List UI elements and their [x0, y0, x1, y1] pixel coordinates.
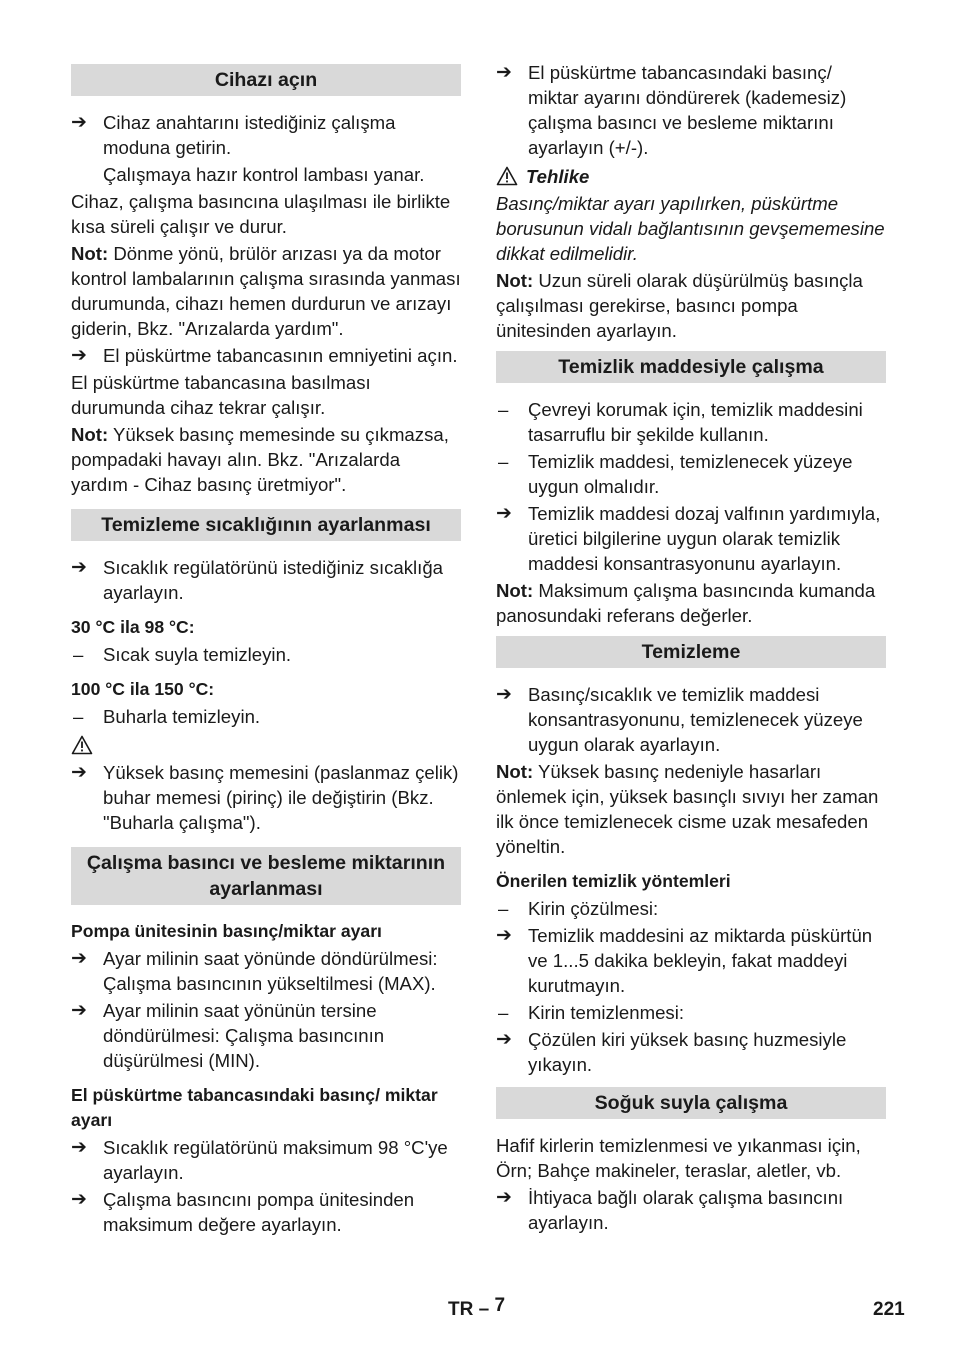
section-header-cleaning: Temizleme: [496, 636, 886, 668]
section-header-pressure: Çalışma basıncı ve besleme miktarının ayarlanması: [71, 847, 461, 905]
instruction-item: ➔ Sıcaklık regülatörünü maksimum 98 °C'ye ayarlayın.: [71, 1137, 448, 1183]
note-paragraph: Not: Yüksek basınç nedeniyle hasarları önlemek için, yüksek basınçlı sıvıyı her zaman ilk önce temizlenecek cisme uzak mesafeden yöneltin.: [496, 761, 879, 857]
dash-bullet: –: [498, 898, 509, 919]
section-header-cold-water: Soğuk suyla çalışma: [496, 1087, 886, 1119]
instruction-item: ➔ Temizlik maddesi dozaj valfının yardımıyla, üretici bilgilerine uygun olarak temizlik maddesi konsantrasyonunu ayarlayın.: [496, 503, 881, 574]
note-label: Not:: [496, 270, 534, 291]
note-paragraph: Not: Uzun süreli olarak düşürülmüş basınçla çalışılması gerekirse, basıncı pompa ünitesinden ayarlayın.: [496, 270, 863, 341]
arrow-icon: ➔: [71, 345, 87, 366]
instruction-item: ➔ Ayar milinin saat yönünde döndürülmesi: Çalışma basıncının yükseltilmesi (MAX).: [71, 948, 438, 994]
subheading: Önerilen temizlik yöntemleri: [496, 871, 731, 891]
subheading: 30 °C ila 98 °C:: [71, 617, 195, 637]
dash-bullet: –: [498, 451, 509, 472]
left-column: [71, 58, 461, 1239]
dash-bullet: –: [498, 1002, 509, 1023]
list-item: – Kirin temizlenmesi:: [498, 1002, 685, 1023]
note-label: Not:: [71, 243, 109, 264]
dash-bullet: –: [498, 399, 509, 420]
arrow-icon: ➔: [496, 62, 512, 83]
dash-bullet: –: [73, 644, 84, 665]
instruction-item: ➔ Yüksek basınç memesini (paslanmaz çelik) buhar memesi (pirinç) ile değiştirin (Bkz. "Buharla çalışma").: [71, 762, 459, 833]
instruction-item: ➔ Cihaz anahtarını istediğiniz çalışma moduna getirin.: [71, 112, 396, 158]
section-header-detergent: Temizlik maddesiyle çalışma: [496, 351, 886, 383]
dash-bullet: –: [73, 706, 84, 727]
list-item: – Buharla temizleyin.: [73, 706, 261, 727]
list-item: – Temizlik maddesi, temizlenecek yüzeye uygun olmalıdır.: [498, 451, 853, 497]
arrow-icon: ➔: [496, 503, 512, 524]
right-column: [496, 58, 886, 1237]
warning-triangle-icon: [71, 735, 93, 755]
instruction-item: ➔ El püskürtme tabancasındaki basınç/ miktar ayarını döndürerek (kademesiz) çalışma basıncı ve besleme miktarını ayarlayın (+/-).: [496, 62, 847, 158]
arrow-icon: ➔: [71, 762, 87, 783]
subheading: El püskürtme tabancasındaki basınç/ miktar ayarı: [71, 1085, 438, 1130]
arrow-icon: ➔: [71, 112, 87, 133]
section-header-temperature: Temizleme sıcaklığının ayarlanması: [71, 509, 461, 541]
subheading: Pompa ünitesinin basınç/miktar ayarı: [71, 921, 382, 941]
instruction-item: ➔ El püskürtme tabancasının emniyetini açın.: [71, 345, 458, 366]
section-header-device-on: Cihazı açın: [71, 64, 461, 96]
note-paragraph: Not: Maksimum çalışma basıncında kumanda panosundaki referans değerler.: [496, 580, 876, 626]
note-label: Not:: [496, 761, 534, 782]
arrow-icon: ➔: [71, 1000, 87, 1021]
list-item: – Kirin çözülmesi:: [498, 898, 659, 919]
arrow-icon: ➔: [71, 1137, 87, 1158]
arrow-icon: ➔: [496, 925, 512, 946]
instruction-item: ➔ Çalışma basıncını pompa ünitesinden maksimum değere ayarlayın.: [71, 1189, 415, 1235]
arrow-icon: ➔: [71, 1189, 87, 1210]
danger-heading: Tehlike: [496, 164, 886, 189]
indented-paragraph: Çalışmaya hazır kontrol lambası yanar.: [103, 164, 425, 185]
arrow-icon: ➔: [71, 557, 87, 578]
paragraph: Hafif kirlerin temizlenmesi ve yıkanması için, Örn; Bahçe makineler, teraslar, aletler, vb.: [496, 1135, 861, 1181]
arrow-icon: ➔: [71, 948, 87, 969]
warning-triangle-icon: [496, 166, 518, 186]
warning-icon-line: [71, 733, 461, 758]
list-item: – Çevreyi korumak için, temizlik maddesini tasarruflu bir şekilde kullanın.: [498, 399, 863, 445]
instruction-item: ➔ İhtiyaca bağlı olarak çalışma basıncını ayarlayın.: [496, 1187, 844, 1233]
note-label: Not:: [496, 580, 534, 601]
footer-language-code: TR – 7: [448, 1295, 506, 1320]
paragraph: Cihaz, çalışma basıncına ulaşılması ile birlikte kısa süreli çalışır ve durur.: [71, 191, 451, 237]
paragraph: El püskürtme tabancasına basılması durumunda cihaz tekrar çalışır.: [71, 372, 371, 418]
instruction-item: ➔ Sıcaklık regülatörünü istediğiniz sıcaklığa ayarlayın.: [71, 557, 444, 603]
arrow-icon: ➔: [496, 1187, 512, 1208]
arrow-icon: ➔: [496, 1029, 512, 1050]
note-paragraph: Not: Yüksek basınç memesinde su çıkmazsa, pompadaki havayı alın. Bkz. "Arızalarda yardım - Cihaz basınç üretmiyor".: [71, 424, 449, 495]
danger-text: Basınç/miktar ayarı yapılırken, püskürtme borusunun vidalı bağlantısının gevşememesine dikkat edilmelidir.: [496, 193, 885, 264]
note-paragraph: Not: Dönme yönü, brülör arızası ya da motor kontrol lambalarının çalışma sırasında yanması durumunda, cihazı hemen durdurun ve arızayı giderin, Bkz. "Arızalarda yardım".: [71, 243, 461, 339]
note-label: Not:: [71, 424, 109, 445]
instruction-item: ➔ Temizlik maddesini az miktarda püskürtün ve 1...5 dakika bekleyin, fakat maddeyi kurutmayın.: [496, 925, 873, 996]
instruction-item: ➔ Çözülen kiri yüksek basınç huzmesiyle yıkayın.: [496, 1029, 847, 1075]
subheading: 100 °C ila 150 °C:: [71, 679, 215, 699]
list-item: – Sıcak suyla temizleyin.: [73, 644, 292, 665]
instruction-item: ➔ Ayar milinin saat yönünün tersine döndürülmesi: Çalışma basıncının düşürülmesi (MIN).: [71, 1000, 385, 1071]
page-number: 221: [873, 1299, 905, 1320]
instruction-item: ➔ Basınç/sıcaklık ve temizlik maddesi konsantrasyonunu, temizlenecek yüzeye uygun olarak ayarlayın.: [496, 684, 863, 755]
arrow-icon: ➔: [496, 684, 512, 705]
